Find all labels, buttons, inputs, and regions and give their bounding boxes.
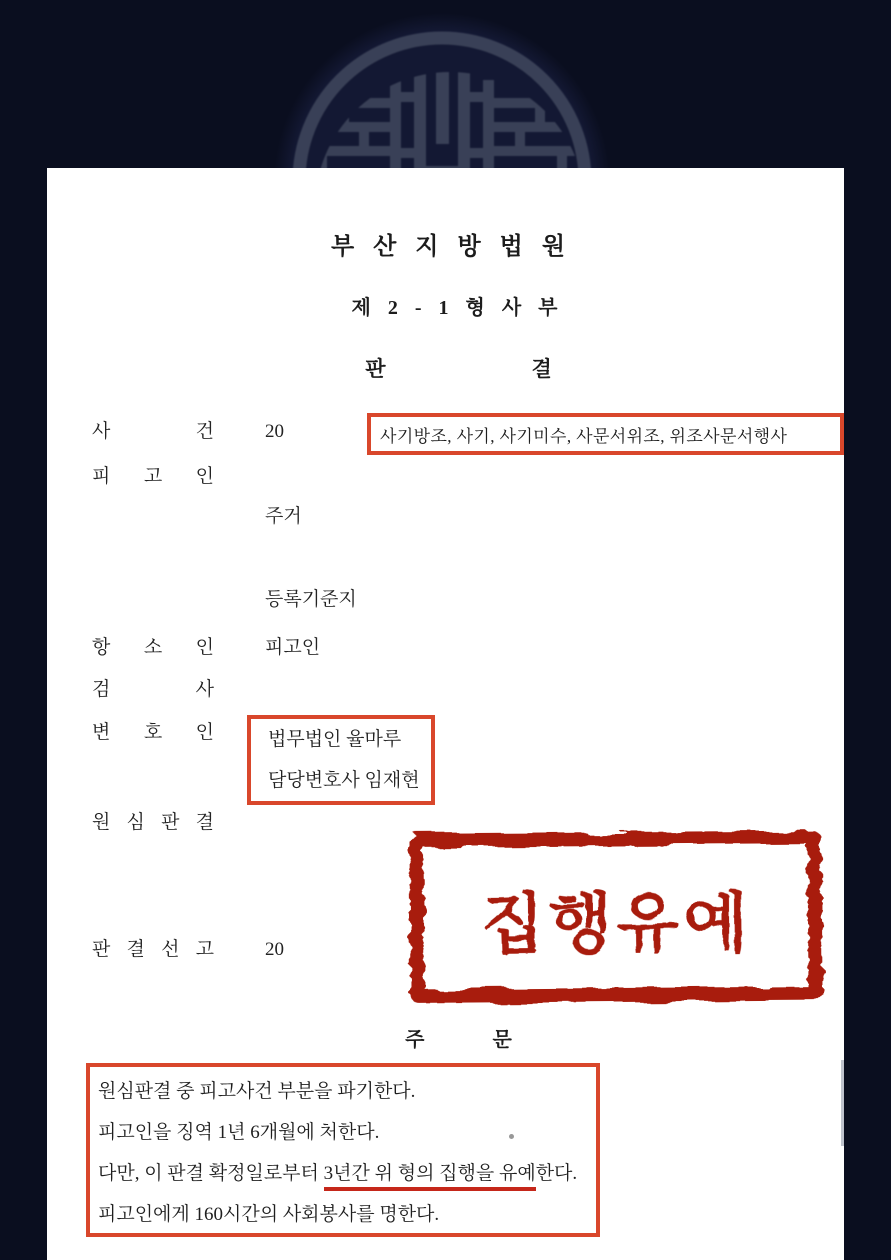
field-label-prosecutor: 검 사 bbox=[92, 679, 214, 700]
residence-label: 주거 bbox=[265, 506, 302, 527]
field-label-lower-court-judgment: 원 심 판 결 bbox=[92, 812, 214, 833]
sentencing-date-prefix: 20 bbox=[265, 939, 284, 960]
field-label-defense-counsel: 변 호 인 bbox=[92, 722, 214, 743]
judgment-heading-right: 결 bbox=[531, 357, 552, 381]
case-number-prefix: 20 bbox=[265, 421, 284, 442]
registered-domicile-label: 등록기준지 bbox=[265, 589, 357, 610]
judgment-page bbox=[47, 168, 844, 1260]
order-line-4: 피고인에게 160시간의 사회봉사를 명한다. bbox=[98, 1204, 440, 1225]
field-label-appellant: 항 소 인 bbox=[92, 637, 214, 658]
court-name: 부산지방법원 bbox=[330, 234, 585, 260]
order-heading bbox=[60, 1023, 857, 1052]
field-label-defendant: 피 고 인 bbox=[92, 466, 214, 487]
appellant-value: 피고인 bbox=[265, 637, 321, 658]
order-line-1: 원심판결 중 피고사건 부분을 파기한다. bbox=[98, 1081, 416, 1102]
charges-text: 사기방조, 사기, 사기미수, 사문서위조, 위조사문서행사 bbox=[380, 426, 788, 446]
court-division: 제 2 - 1 형 사 부 bbox=[351, 297, 564, 319]
order-line-3 bbox=[90, 1153, 596, 1194]
suspended-sentence-stamp bbox=[409, 831, 822, 1004]
defense-counsel-highlight-box bbox=[247, 715, 435, 805]
field-label-sentencing-date: 판 결 선 고 bbox=[92, 939, 214, 960]
judgment-heading-left: 판 bbox=[365, 357, 386, 381]
scan-artifact-dot bbox=[509, 1134, 514, 1139]
order-heading-right: 문 bbox=[492, 1029, 512, 1051]
order-line-3-suffix: 한다. bbox=[535, 1163, 578, 1184]
stamp-text: 집행유예 bbox=[480, 886, 752, 962]
order-line-2: 피고인을 징역 1년 6개월에 처한다. bbox=[98, 1122, 380, 1143]
order-highlight-box bbox=[86, 1063, 600, 1237]
order-heading-left: 주 bbox=[405, 1029, 425, 1051]
counsel-attorney: 담당변호사 임재현 bbox=[268, 770, 420, 791]
counsel-firm: 법무법인 율마루 bbox=[268, 729, 402, 750]
scan-artifact-edge-mark bbox=[841, 1060, 844, 1146]
order-line-3-prefix: 다만, 이 판결 확정일로부터 bbox=[98, 1163, 324, 1184]
judgment-heading bbox=[60, 353, 857, 383]
order-line-3-underlined: 3년간 위 형의 집행을 유예 bbox=[324, 1163, 536, 1191]
charges-highlight-box bbox=[367, 413, 844, 455]
field-label-case: 사 건 bbox=[92, 421, 214, 442]
